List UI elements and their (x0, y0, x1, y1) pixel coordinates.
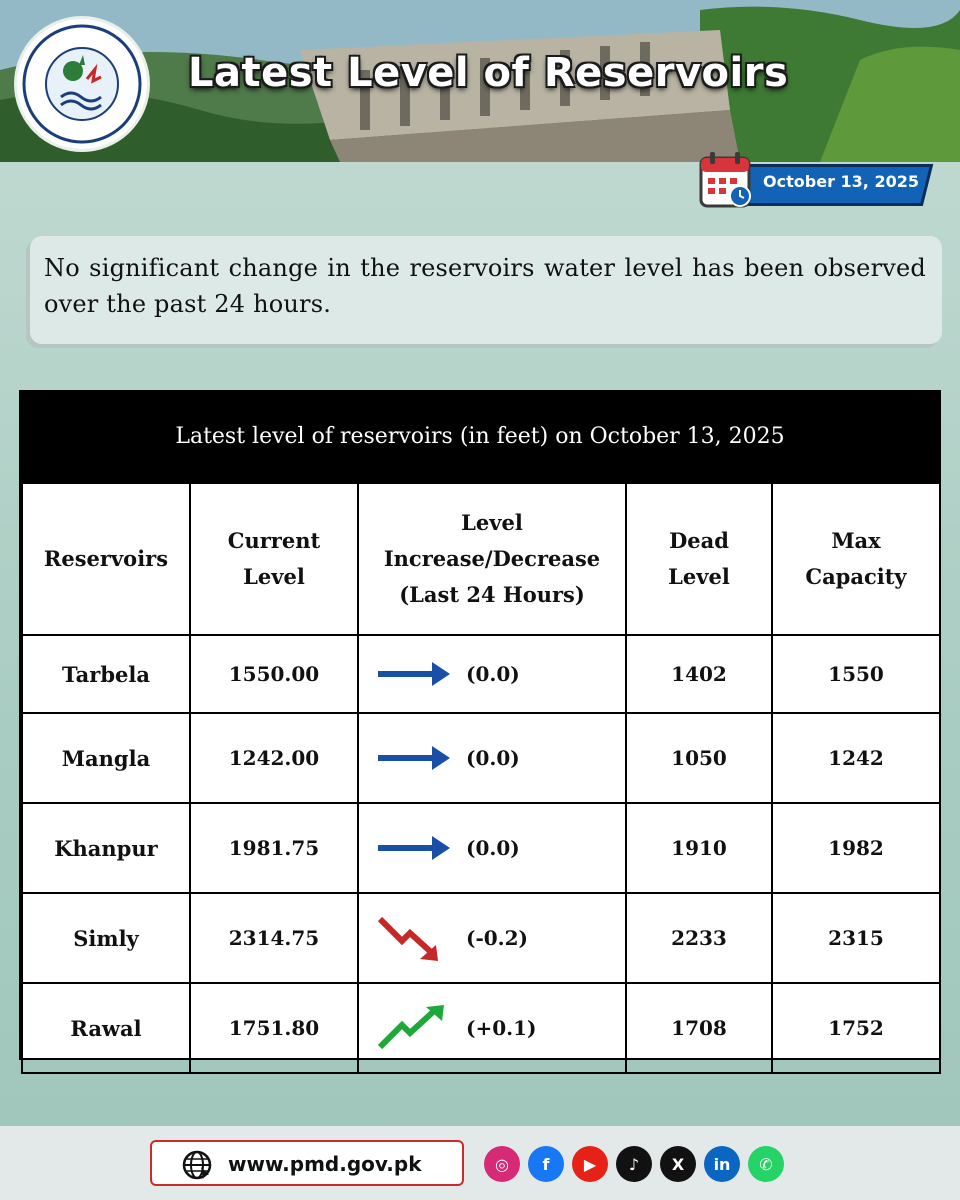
table-row (22, 893, 940, 983)
dead-level-cell: 1910 (626, 803, 772, 893)
max-capacity-cell: 1982 (772, 803, 940, 893)
youtube-icon[interactable]: ▶ (572, 1146, 608, 1182)
header-current-level (190, 483, 358, 635)
dead-level-cell: 1708 (626, 983, 772, 1073)
trend-up-arrow-icon (376, 1003, 452, 1053)
footer (0, 1126, 960, 1200)
table-row (22, 635, 940, 713)
pmd-emblem-icon (17, 19, 147, 149)
table-row (22, 713, 940, 803)
table-caption: Latest level of reservoirs (in feet) on October 13, 2025 (21, 392, 939, 482)
dead-level-cell: 1050 (626, 713, 772, 803)
x-icon[interactable]: X (660, 1146, 696, 1182)
steady-arrow-icon (376, 823, 452, 873)
facebook-icon[interactable]: f (528, 1146, 564, 1182)
summary-text: No significant change in the reservoirs water level has been observed over the past 24 hours. (44, 254, 926, 318)
reservoir-name-cell: Rawal (22, 983, 190, 1073)
current-level-cell: 1751.80 (190, 983, 358, 1073)
website-link[interactable] (150, 1140, 464, 1186)
summary-note (30, 236, 942, 344)
level-change-content (360, 1003, 624, 1053)
level-change-value: (+0.1) (466, 1016, 537, 1040)
level-change-cell (358, 893, 626, 983)
max-capacity-cell: 1242 (772, 713, 940, 803)
header-banner (0, 0, 960, 162)
dead-level-cell: 2233 (626, 893, 772, 983)
social-links (484, 1146, 784, 1182)
table-header-row (22, 483, 940, 635)
level-change-value: (-0.2) (466, 926, 529, 950)
date-text: October 13, 2025 (763, 172, 919, 191)
level-change-cell (358, 983, 626, 1073)
level-change-value: (0.0) (466, 746, 520, 770)
current-level-cell: 2314.75 (190, 893, 358, 983)
max-capacity-cell: 2315 (772, 893, 940, 983)
steady-arrow-icon (376, 649, 452, 699)
current-level-cell: 1550.00 (190, 635, 358, 713)
header-dead-level (626, 483, 772, 635)
date-badge (698, 150, 938, 210)
pmd-logo (14, 16, 150, 152)
whatsapp-icon[interactable]: ✆ (748, 1146, 784, 1182)
level-change-content (360, 649, 624, 699)
calendar-icon (698, 150, 754, 210)
instagram-icon[interactable]: ◎ (484, 1146, 520, 1182)
reservoir-name-cell: Mangla (22, 713, 190, 803)
linkedin-icon[interactable]: in (704, 1146, 740, 1182)
max-capacity-cell: 1752 (772, 983, 940, 1073)
current-level-cell: 1981.75 (190, 803, 358, 893)
reservoir-name-cell: Tarbela (22, 635, 190, 713)
page-title: Latest Level of Reservoirs (188, 50, 789, 96)
level-change-cell (358, 635, 626, 713)
reservoir-table (19, 390, 941, 1060)
level-change-content (360, 823, 624, 873)
table-row (22, 803, 940, 893)
header-level-change (358, 483, 626, 635)
level-change-cell (358, 713, 626, 803)
reservoir-name-cell: Simly (22, 893, 190, 983)
header-reservoirs: Reservoirs (22, 483, 190, 635)
header-max-capacity (772, 483, 940, 635)
level-change-cell (358, 803, 626, 893)
level-change-content (360, 733, 624, 783)
header-current-level-text: Current Level (227, 528, 321, 589)
level-change-value: (0.0) (466, 836, 520, 860)
website-url: www.pmd.gov.pk (228, 1152, 422, 1176)
reservoir-name-cell: Khanpur (22, 803, 190, 893)
reservoir-levels-table (21, 482, 941, 1074)
level-change-value: (0.0) (466, 662, 520, 686)
table-row (22, 983, 940, 1073)
header-dead-level-text: Dead Level (668, 528, 730, 589)
max-capacity-cell: 1550 (772, 635, 940, 713)
globe-icon (182, 1150, 212, 1180)
steady-arrow-icon (376, 733, 452, 783)
header-max-capacity-text: Max Capacity (805, 528, 907, 589)
header-level-change-text: Level Increase/Decrease (Last 24 Hours) (383, 510, 601, 607)
tiktok-icon[interactable]: ♪ (616, 1146, 652, 1182)
current-level-cell: 1242.00 (190, 713, 358, 803)
dead-level-cell: 1402 (626, 635, 772, 713)
level-change-content (360, 913, 624, 963)
trend-down-arrow-icon (376, 913, 452, 963)
